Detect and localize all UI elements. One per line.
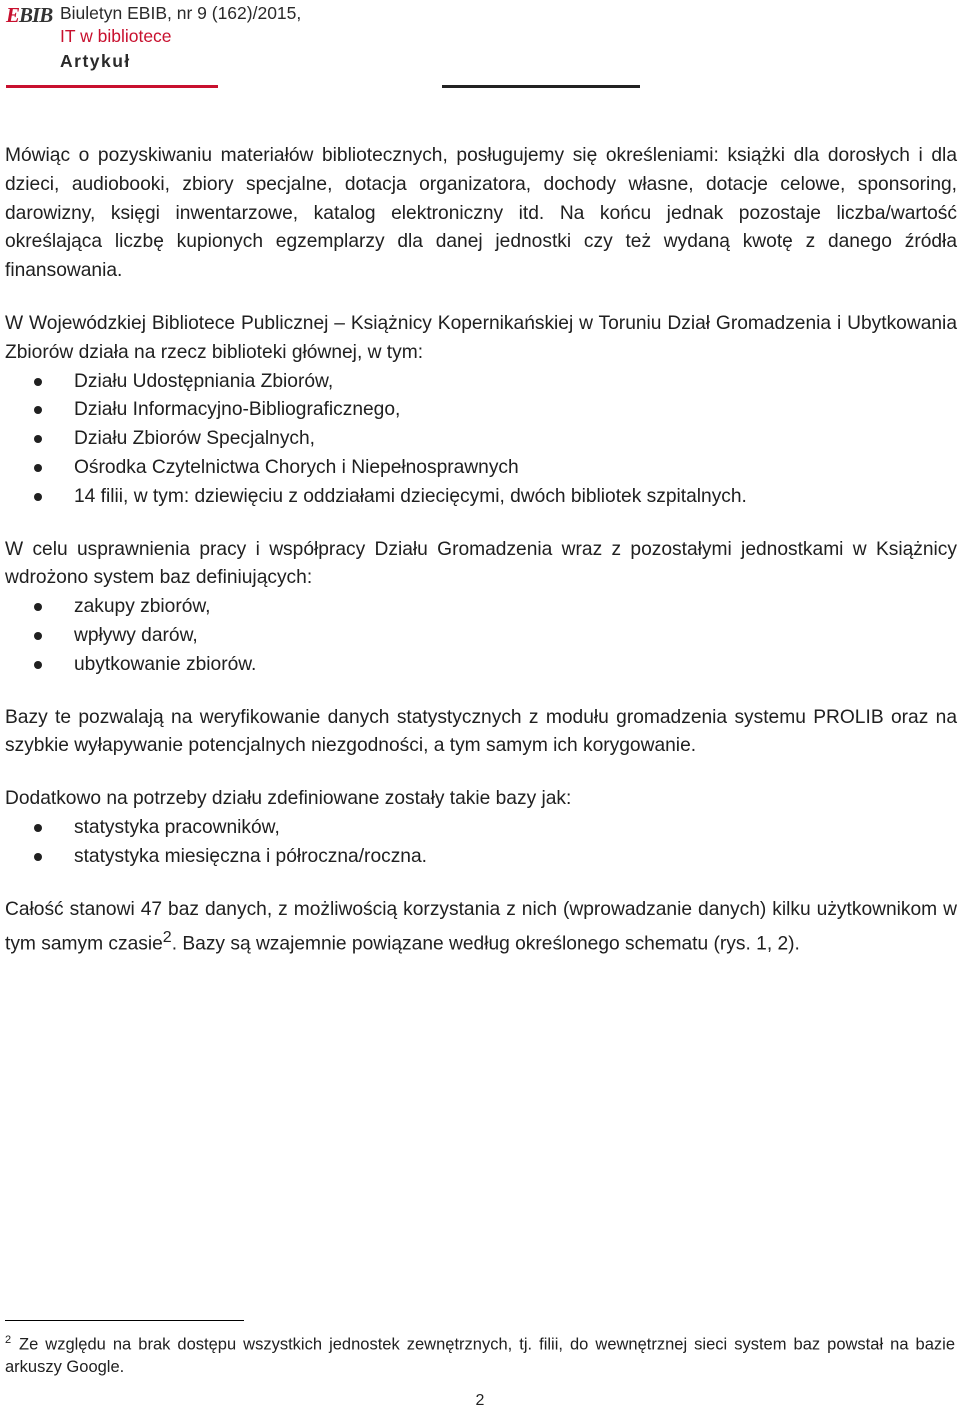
bullet-icon — [34, 435, 42, 443]
paragraph-5: Dodatkowo na potrzeby działu zdefiniowane zostały takie bazy jak: — [5, 788, 572, 810]
paragraph-6: Całość stanowi 47 baz danych, z możliwością korzystania z nich (wprowadzanie danych) kilku użytkownikom w tym samym czasie$^2$. Bazy są wzajemnie powiązane według określonego schematu (rys. 1, 2). — [5, 898, 957, 955]
bullet-icon — [34, 824, 42, 832]
footnote — [5, 1329, 955, 1378]
bullet-icon — [34, 603, 42, 611]
article-body — [5, 142, 957, 984]
footnote-reference[interactable]: 2 — [162, 929, 172, 947]
paragraph-1: Mówiąc o pozyskiwaniu materiałów bibliotecznych, posługujemy się określeniami: książki dla dorosłych i dla dzieci, audiobooki, zbiory specjalne, dotacja organizatora, dochody własne, dotacje celowe, sponsoring, darowizny, księgi inwentarzowe, katalog elektroniczny itd. Na końcu jednak pozostaje liczba/wartość określająca liczbę kupionych egzemplarzy dla danej jednostki czy też wydaną kwotę z danego źródła finansowania. — [5, 145, 957, 282]
journal-title: Biuletyn EBIB, nr 9 (162)/2015, — [60, 3, 302, 23]
bullet-icon — [34, 406, 42, 414]
list-item: statystyka pracowników, — [5, 814, 957, 843]
footnote-text: Ze względu na brak dostępu wszystkich jednostek zewnętrznych, tj. filii, do wewnętrznej sieci system baz powstał na bazie arkuszy Google. — [5, 1335, 955, 1376]
list-item: 14 filii, w tym: dziewięciu z oddziałami dziecięcymi, dwóch bibliotek szpitalnych. — [5, 483, 957, 512]
databases-list — [5, 593, 957, 679]
footnote-separator — [5, 1320, 244, 1321]
header-rule-red — [6, 85, 218, 88]
list-item: zakupy zbiorów, — [5, 593, 957, 622]
bullet-icon — [34, 632, 42, 640]
bullet-icon — [34, 493, 42, 501]
list-item: Ośrodka Czytelnictwa Chorych i Niepełnosprawnych — [5, 454, 957, 483]
list-item: Działu Informacyjno-Bibliograficznego, — [5, 396, 957, 425]
list-item: Działu Udostępniania Zbiorów, — [5, 368, 957, 397]
section-title: IT w bibliotece — [60, 26, 172, 46]
paragraph-2: W Wojewódzkiej Bibliotece Publicznej – Książnicy Kopernikańskiej w Toruniu Dział Gromadzenia i Ubytkowania Zbiorów działa na rzecz biblioteki głównej, w tym: — [5, 312, 957, 363]
bullet-icon — [34, 378, 42, 386]
bullet-icon — [34, 464, 42, 472]
additional-databases-list — [5, 814, 957, 872]
departments-list — [5, 368, 957, 512]
bullet-icon — [34, 853, 42, 861]
list-item: statystyka miesięczna i półroczna/roczna. — [5, 843, 957, 872]
list-item: Działu Zbiorów Specjalnych, — [5, 425, 957, 454]
paragraph-3: W celu usprawnienia pracy i współpracy Działu Gromadzenia wraz z pozostałymi jednostkami w Książnicy wdrożono system baz definiujących: — [5, 538, 957, 589]
document-header — [6, 0, 646, 95]
bullet-icon — [34, 661, 42, 669]
article-type: Artykuł — [60, 51, 131, 71]
paragraph-4: Bazy te pozwalają na weryfikowanie danych statystycznych z modułu gromadzenia systemu PROLIB oraz na szybkie wyłapywanie potencjalnych niezgodności, a tym samym ich korygowanie. — [5, 706, 957, 757]
header-rule-dark — [442, 85, 640, 88]
footnote-number: 2 — [5, 1334, 12, 1346]
list-item: ubytkowanie zbiorów. — [5, 651, 957, 680]
page-number: 2 — [475, 1392, 485, 1409]
ebib-logo: EBIB — [6, 3, 53, 27]
list-item: wpływy darów, — [5, 622, 957, 651]
